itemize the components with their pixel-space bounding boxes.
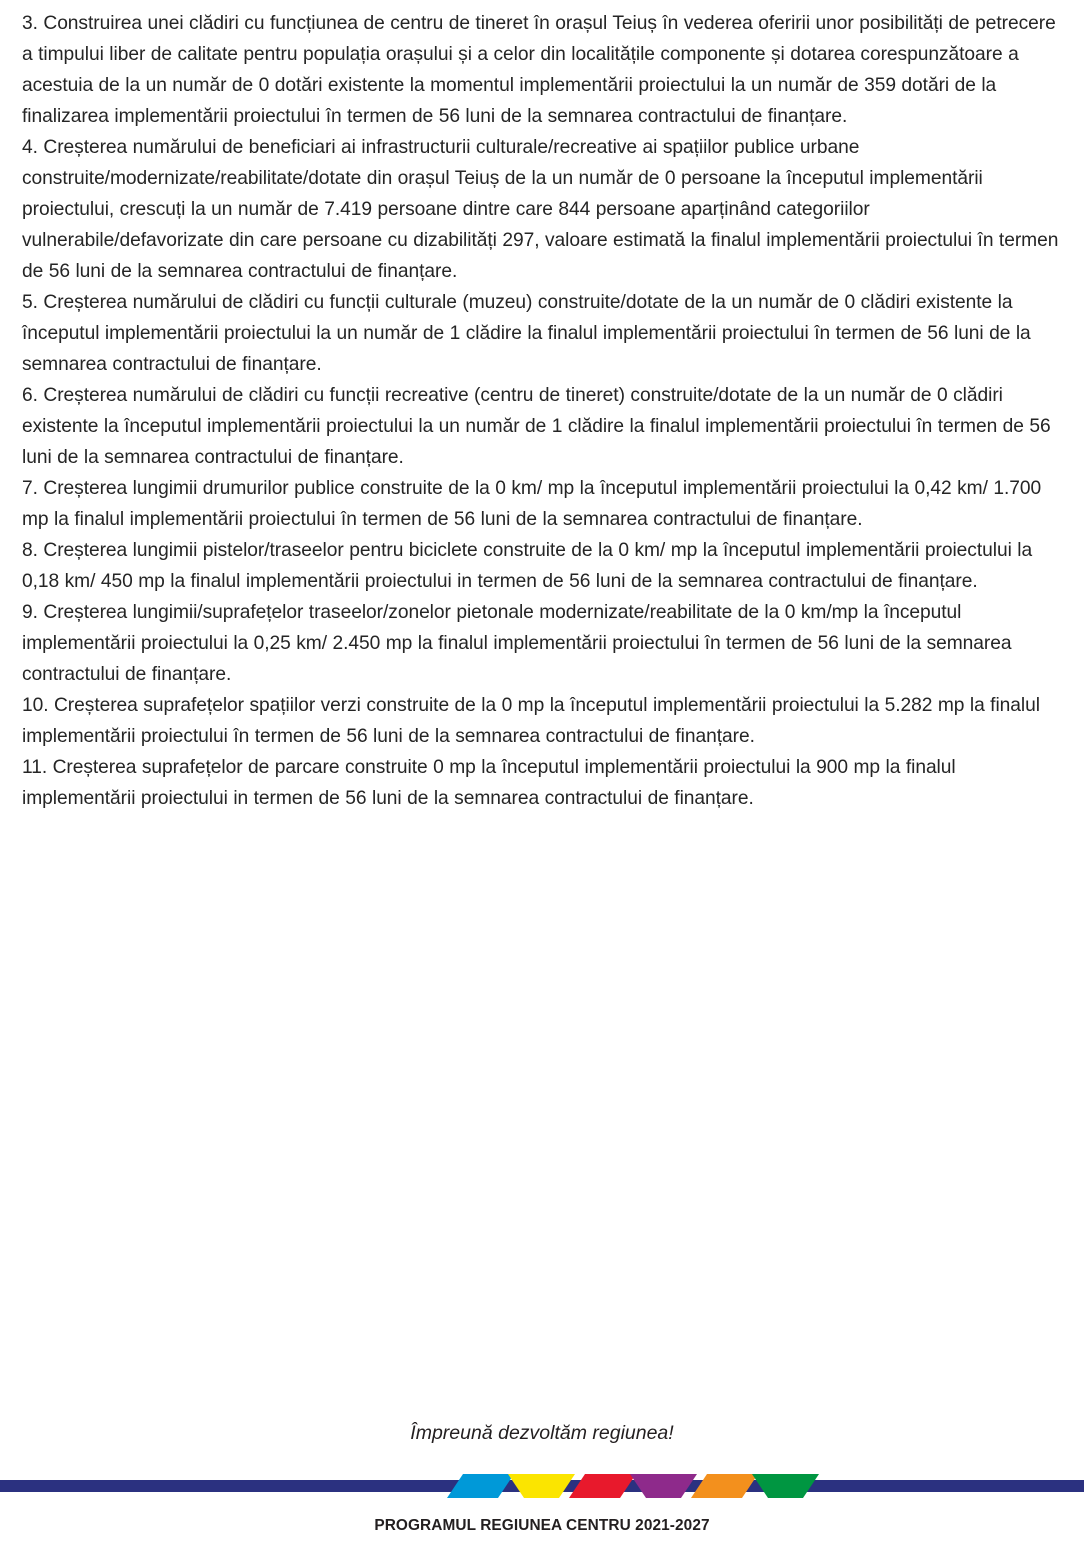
- document-body: [22, 8, 1064, 814]
- ribbon-segment-purple: [630, 1474, 697, 1498]
- ribbon-graphic: [0, 1474, 1084, 1500]
- paragraph-9: 9. Creșterea lungimii/suprafețelor traseelor/zonelor pietonale modernizate/reabilitate de la 0 km/mp la începutul implementării proiectului la 0,25 km/ 2.450 mp la finalul implementării proiectului în termen de 56 luni de la semnarea contractului de finanțare.: [22, 602, 1012, 685]
- ribbon-segment-blue: [447, 1474, 514, 1498]
- paragraph-7: 7. Creșterea lungimii drumurilor publice construite de la 0 km/ mp la începutul implementării proiectului la 0,42 km/ 1.700 mp la finalul implementării proiectului în termen de 56 luni de la semnarea contractului de finanțare.: [22, 478, 1042, 530]
- ribbon-segment-green: [752, 1474, 819, 1498]
- paragraph-5: 5. Creșterea numărului de clădiri cu funcții culturale (muzeu) construite/dotate de la un număr de 0 clădiri existente la începutul implementării proiectului la un număr de 1 clădire la finalul implementării proiectului în termen de 56 luni de la semnarea contractului de finanțare.: [22, 292, 1031, 375]
- ribbon-segment-orange: [691, 1474, 758, 1498]
- page-footer: [0, 1400, 1084, 1560]
- ribbon-segment-red: [569, 1474, 636, 1498]
- paragraph-6: 6. Creșterea numărului de clădiri cu funcții recreative (centru de tineret) construite/dotate de la un număr de 0 clădiri existente la începutul implementării proiectului la un număr de 1 clădire la finalul implementării proiectului în termen de 56 luni de la semnarea contractului de finanțare.: [22, 385, 1051, 468]
- footer-tagline: Împreună dezvoltăm regiunea!: [410, 1422, 674, 1444]
- paragraph-4: 4. Creșterea numărului de beneficiari ai infrastructurii culturale/recreative ai spațiilor publice urbane construite/modernizate/reabilitate/dotate din orașul Teiuș de la un număr de 0 persoane la începutul implementării proiectului, crescuți la un număr de 7.419 persoane dintre care 844 persoane aparținând categoriilor vulnerabile/defavorizate din care persoane cu dizabilități 297, valoare estimată la finalul implementării proiectului în termen de 56 luni de la semnarea contractului de finanțare.: [22, 137, 1059, 282]
- paragraph-10: 10. Creșterea suprafețelor spațiilor verzi construite de la 0 mp la începutul implementării proiectului la 5.282 mp la finalul implementării proiectului în termen de 56 luni de la semnarea contractului de finanțare.: [22, 695, 1040, 747]
- ribbon-segment-yellow: [508, 1474, 575, 1498]
- program-ribbon-logo: [0, 1474, 1084, 1500]
- paragraph-3: 3. Construirea unei clădiri cu funcțiunea de centru de tineret în orașul Teiuș în vederea oferirii unor posibilități de petrecere a timpului liber de calitate pentru populația orașului și a celor din localitățile componente și dotarea corespunzătoare a acestuia de la un număr de 0 dotări existente la momentul implementării proiectului la un număr de 359 dotări de la finalizarea implementării proiectului în termen de 56 luni de la semnarea contractului de finanțare.: [22, 13, 1056, 127]
- program-caption: PROGRAMUL REGIUNEA CENTRU 2021-2027: [374, 1517, 710, 1534]
- paragraph-8: 8. Creșterea lungimii pistelor/traseelor pentru biciclete construite de la 0 km/ mp la începutul implementării proiectului la 0,18 km/ 450 mp la finalul implementării proiectului in termen de 56 luni de la semnarea contractului de finanțare.: [22, 540, 1033, 592]
- paragraph-11: 11. Creșterea suprafețelor de parcare construite 0 mp la începutul implementării proiectului la 900 mp la finalul implementării proiectului in termen de 56 luni de la semnarea contractului de finanțare.: [22, 757, 956, 809]
